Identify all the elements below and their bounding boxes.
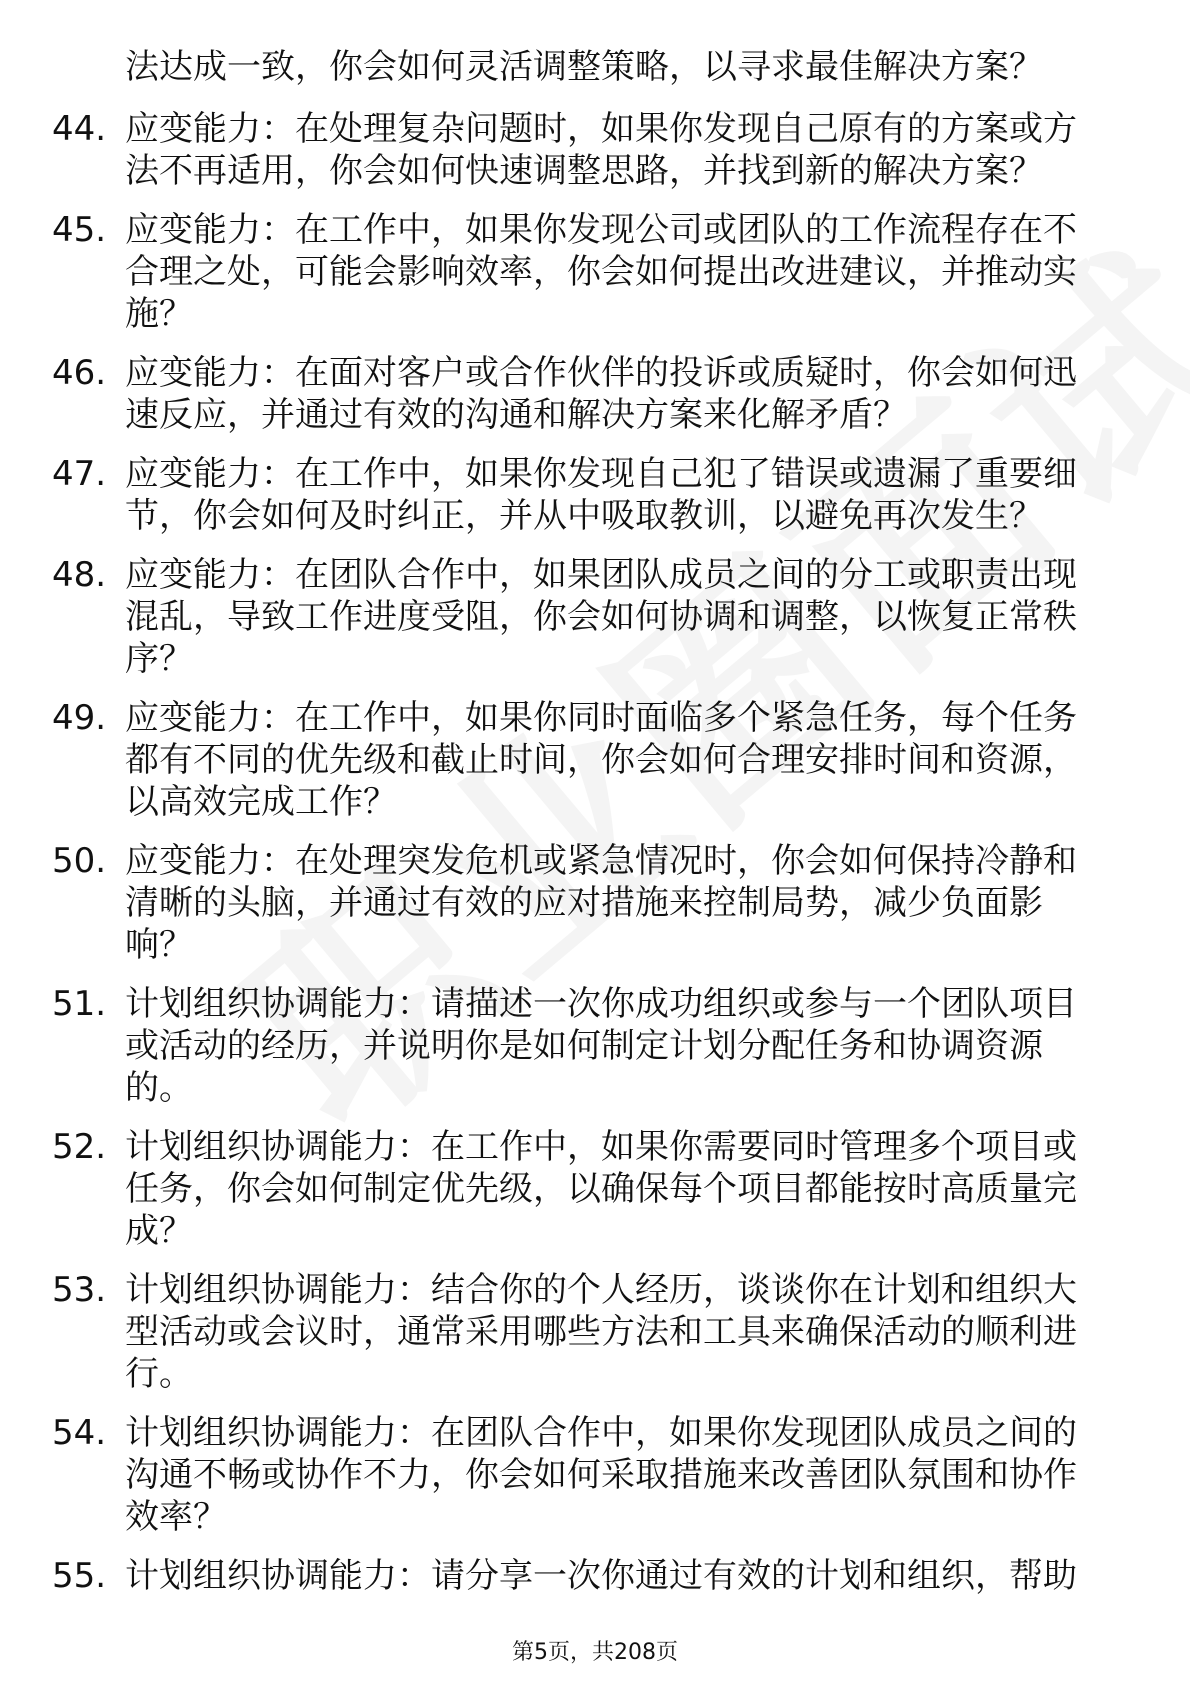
question-line: 成？ [125,1211,193,1251]
question-line: 效率？ [125,1497,227,1537]
question-text [125,983,1125,1109]
page-footer: 第5页，共208页 [512,1640,678,1665]
question-number: 45. [52,210,107,250]
question-line: 应变能力：在工作中，如果你同时面临多个紧急任务，每个任务 [125,698,1077,738]
question-line: 法不再适用，你会如何快速调整思路，并找到新的解决方案？ [125,151,1043,191]
question-text [125,1126,1125,1252]
question-text [125,1269,1125,1395]
question-item [52,453,1142,537]
question-line: 计划组织协调能力：在工作中，如果你需要同时管理多个项目或 [125,1127,1077,1167]
question-line: 应变能力：在处理突发危机或紧急情况时，你会如何保持冷静和 [125,841,1077,881]
question-line: 清晰的头脑，并通过有效的应对措施来控制局势，减少负面影 [125,883,1043,923]
question-text [125,209,1125,335]
question-text [125,108,1125,192]
question-line: 计划组织协调能力：请描述一次你成功组织或参与一个团队项目 [125,984,1077,1024]
question-text [125,1412,1125,1538]
question-line: 沟通不畅或协作不力，你会如何采取措施来改善团队氛围和协作 [125,1455,1077,1495]
question-line: 或活动的经历，并说明你是如何制定计划分配任务和协调资源 [125,1026,1043,1066]
question-number: 48. [52,555,107,595]
question-item [52,1269,1142,1395]
question-line: 混乱，导致工作进度受阻，你会如何协调和调整，以恢复正常秩 [125,597,1077,637]
question-text [125,840,1125,966]
question-number: 46. [52,353,107,393]
question-item [52,697,1142,823]
question-item [52,1126,1142,1252]
question-line: 应变能力：在团队合作中，如果团队成员之间的分工或职责出现 [125,555,1077,595]
question-line: 应变能力：在工作中，如果你发现公司或团队的工作流程存在不 [125,210,1077,250]
question-line: 计划组织协调能力：在团队合作中，如果你发现团队成员之间的 [125,1413,1077,1453]
question-item [52,1412,1142,1538]
question-number: 47. [52,454,107,494]
question-text [125,697,1125,823]
question-text [125,453,1125,537]
question-item [52,108,1142,192]
question-number: 50. [52,841,107,881]
question-line: 速反应，并通过有效的沟通和解决方案来化解矛盾？ [125,395,907,435]
question-line: 应变能力：在处理复杂问题时，如果你发现自己原有的方案或方 [125,109,1077,149]
question-text [125,1555,1125,1597]
question-text [125,554,1125,680]
question-number: 44. [52,109,107,149]
question-line: 行。 [125,1354,193,1394]
question-line: 以高效完成工作？ [125,782,397,822]
question-item [52,209,1142,335]
question-line: 计划组织协调能力：请分享一次你通过有效的计划和组织，帮助 [125,1556,1077,1596]
question-line: 都有不同的优先级和截止时间，你会如何合理安排时间和资源， [125,740,1077,780]
question-list [52,108,1142,1614]
question-number: 54. [52,1413,107,1453]
question-line: 应变能力：在工作中，如果你发现自己犯了错误或遗漏了重要细 [125,454,1077,494]
question-item [52,983,1142,1109]
question-line: 计划组织协调能力：结合你的个人经历，谈谈你在计划和组织大 [125,1270,1077,1310]
question-line: 合理之处，可能会影响效率，你会如何提出改进建议，并推动实 [125,252,1077,292]
question-line: 响？ [125,925,193,965]
question-line: 任务，你会如何制定优先级，以确保每个项目都能按时高质量完 [125,1169,1077,1209]
question-number: 49. [52,698,107,738]
question-text [125,352,1125,436]
question-number: 52. [52,1127,107,1167]
question-item [52,352,1142,436]
question-number: 55. [52,1556,107,1596]
question-line: 型活动或会议时，通常采用哪些方法和工具来确保活动的顺利进 [125,1312,1077,1352]
continuation-text: 法达成一致，你会如何灵活调整策略，以寻求最佳解决方案？ [125,47,1043,87]
question-line: 节，你会如何及时纠正，并从中吸取教训，以避免再次发生？ [125,496,1043,536]
question-item [52,1555,1142,1597]
question-number: 51. [52,984,107,1024]
question-item [52,840,1142,966]
question-item [52,554,1142,680]
question-line: 序？ [125,639,193,679]
question-number: 53. [52,1270,107,1310]
question-line: 的。 [125,1068,193,1108]
question-line: 施？ [125,294,193,334]
question-line: 应变能力：在面对客户或合作伙伴的投诉或质疑时，你会如何迅 [125,353,1077,393]
